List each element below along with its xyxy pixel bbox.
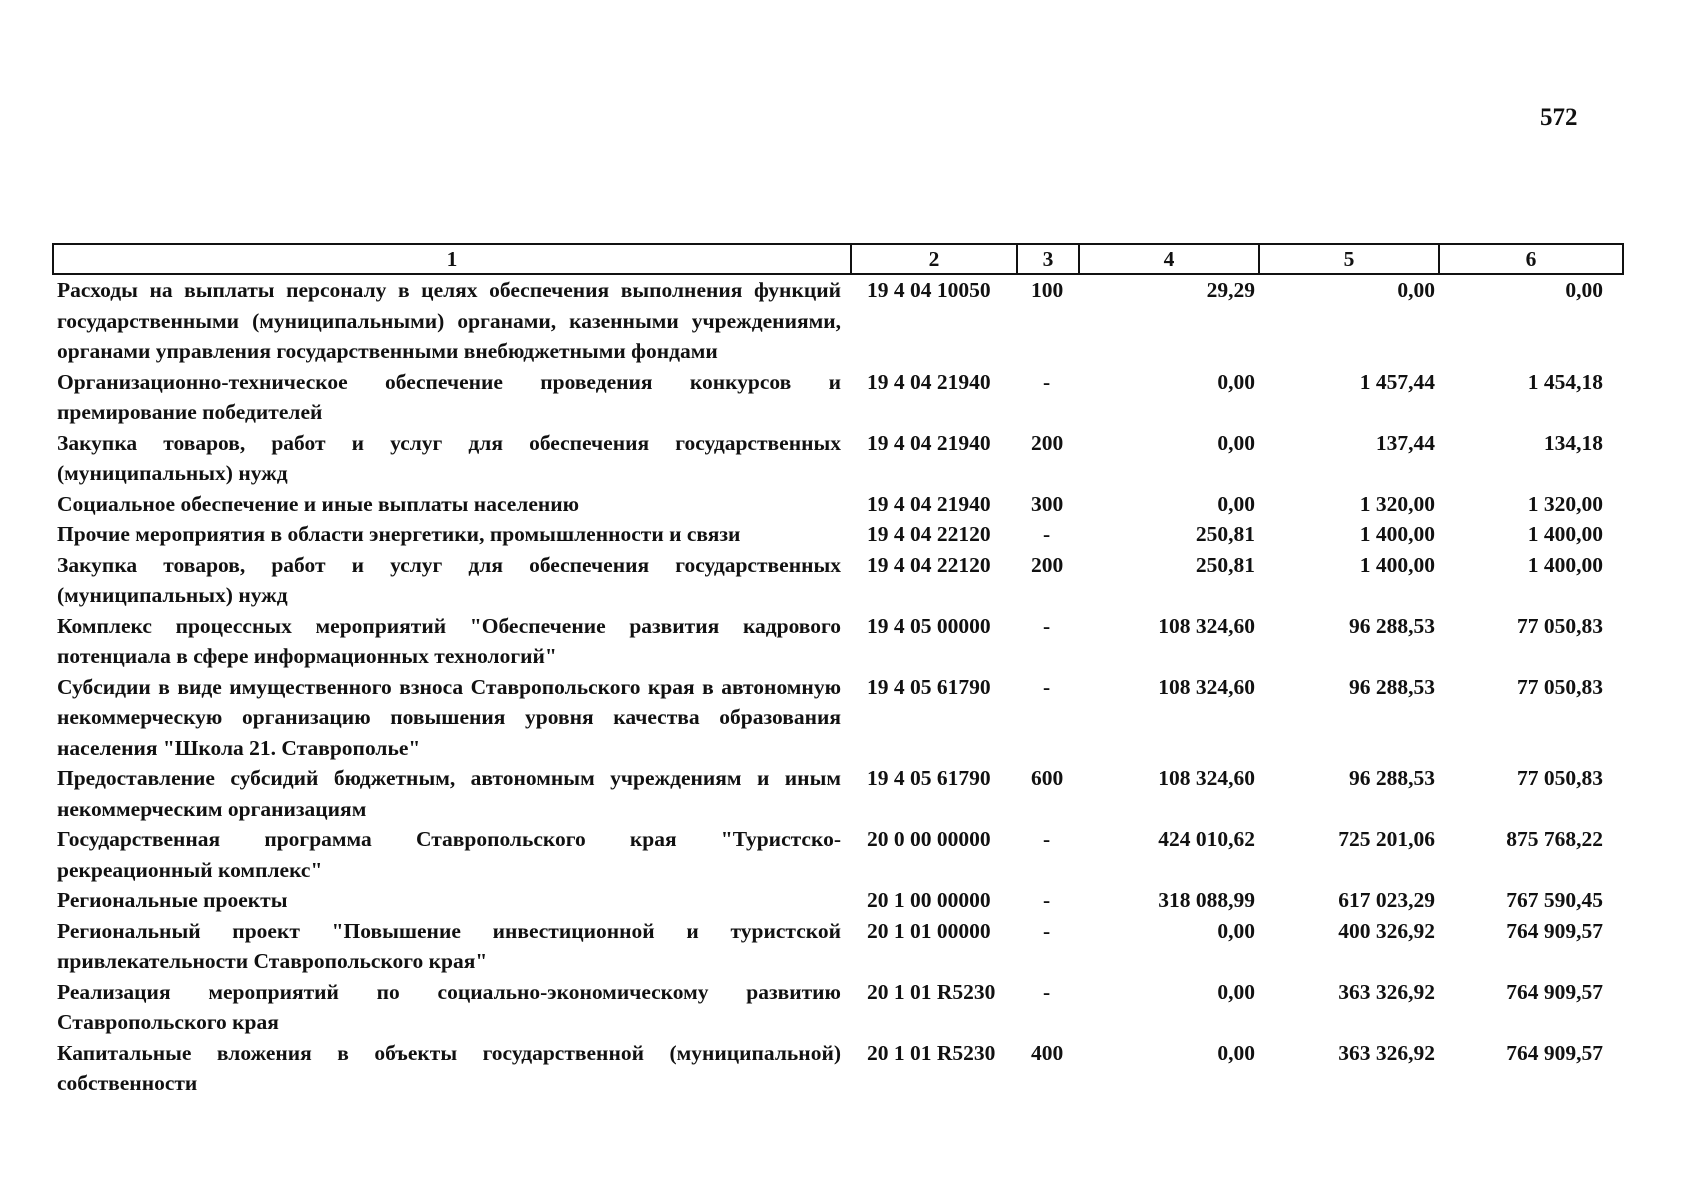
row-expense-type: - <box>1043 979 1051 1004</box>
table-row <box>53 824 1623 885</box>
row-value-year-1: 0,00 <box>1217 369 1255 394</box>
row-code: 19 4 04 21940 <box>867 491 991 516</box>
header-col-4: 4 <box>1079 244 1259 274</box>
row-value-year-1: 424 010,62 <box>1158 827 1255 851</box>
table-row <box>53 977 1623 1038</box>
row-value-year-3: 875 768,22 <box>1506 827 1603 851</box>
row-value-year-2: 1 400,00 <box>1359 522 1435 546</box>
row-value-year-2: 400 326,92 <box>1338 918 1435 943</box>
table-row <box>53 489 1623 520</box>
row-name: Расходы на выплаты персоналу в целях обеспечения выполнения функций государственными (муниципальными) органами, казенными учреждениями, органами управления государственными внебюджетными фондами <box>57 278 841 363</box>
row-name: Организационно-техническое обеспечение проведения конкурсов и премирование победителей <box>57 369 841 424</box>
row-value-year-3: 1 320,00 <box>1527 491 1603 516</box>
row-value-year-1: 0,00 <box>1217 918 1255 943</box>
row-expense-type: - <box>1043 613 1051 638</box>
row-value-year-2: 363 326,92 <box>1338 1040 1435 1065</box>
row-name: Реализация мероприятий по социально-экономическому развитию Ставропольского края <box>57 979 841 1034</box>
row-name: Капитальные вложения в объекты государственной (муниципальной) собственности <box>57 1040 841 1095</box>
row-value-year-3: 767 590,45 <box>1506 888 1603 912</box>
row-value-year-3: 764 909,57 <box>1506 979 1603 1004</box>
row-name: Региональный проект "Повышение инвестиционной и туристской привлекательности Ставропольского края" <box>57 918 841 973</box>
row-value-year-2: 96 288,53 <box>1349 613 1435 638</box>
row-expense-type: 200 <box>1031 430 1064 455</box>
row-code: 20 0 00 00000 <box>867 827 991 851</box>
row-name: Комплекс процессных мероприятий "Обеспечение развития кадрового потенциала в сфере информационных технологий" <box>57 613 841 668</box>
page-number: 572 <box>1540 104 1578 131</box>
row-value-year-3: 1 400,00 <box>1527 522 1603 546</box>
row-value-year-3: 764 909,57 <box>1506 918 1603 943</box>
row-code: 19 4 05 61790 <box>867 766 991 790</box>
row-value-year-1: 29,29 <box>1206 278 1255 302</box>
budget-table <box>52 243 1624 1099</box>
row-value-year-2: 0,00 <box>1397 278 1435 302</box>
row-value-year-2: 725 201,06 <box>1338 827 1435 851</box>
row-name: Региональные проекты <box>57 888 288 912</box>
row-value-year-1: 108 324,60 <box>1158 674 1255 699</box>
header-col-3: 3 <box>1017 244 1079 274</box>
table-row <box>53 763 1623 824</box>
row-value-year-2: 96 288,53 <box>1349 766 1435 790</box>
row-value-year-2: 137,44 <box>1375 430 1435 455</box>
table-row <box>53 274 1623 367</box>
header-col-5: 5 <box>1259 244 1439 274</box>
row-value-year-3: 77 050,83 <box>1517 766 1603 790</box>
row-value-year-2: 1 400,00 <box>1359 552 1435 577</box>
row-value-year-1: 0,00 <box>1217 1040 1255 1065</box>
row-value-year-2: 617 023,29 <box>1338 888 1435 912</box>
row-code: 19 4 05 00000 <box>867 613 991 638</box>
row-expense-type: - <box>1043 674 1051 699</box>
row-value-year-1: 108 324,60 <box>1158 613 1255 638</box>
row-code: 19 4 04 22120 <box>867 522 991 546</box>
table-row <box>53 916 1623 977</box>
row-code: 20 1 00 00000 <box>867 888 991 912</box>
row-name: Закупка товаров, работ и услуг для обеспечения государственных (муниципальных) нужд <box>57 430 841 485</box>
table-row <box>53 1038 1623 1099</box>
row-name: Субсидии в виде имущественного взноса Ставропольского края в автономную некоммерческую организацию повышения уровня качества образования населения "Школа 21. Ставрополье" <box>57 674 841 760</box>
row-expense-type: 200 <box>1031 552 1064 577</box>
row-expense-type: - <box>1043 918 1051 943</box>
row-value-year-1: 0,00 <box>1217 491 1255 516</box>
row-value-year-1: 108 324,60 <box>1158 766 1255 790</box>
row-value-year-3: 0,00 <box>1565 278 1603 302</box>
row-value-year-2: 1 457,44 <box>1359 369 1435 394</box>
header-col-1: 1 <box>53 244 851 274</box>
row-value-year-1: 0,00 <box>1217 430 1255 455</box>
row-code: 19 4 04 22120 <box>867 552 991 577</box>
row-name: Закупка товаров, работ и услуг для обеспечения государственных (муниципальных) нужд <box>57 552 841 607</box>
row-value-year-2: 1 320,00 <box>1359 491 1435 516</box>
row-name: Государственная программа Ставропольского края "Туристско-рекреационный комплекс" <box>57 827 841 882</box>
row-expense-type: 400 <box>1031 1040 1064 1065</box>
row-value-year-3: 764 909,57 <box>1506 1040 1603 1065</box>
row-value-year-1: 0,00 <box>1217 979 1255 1004</box>
table-row <box>53 885 1623 916</box>
header-col-2: 2 <box>851 244 1017 274</box>
table-header-row <box>53 244 1623 274</box>
row-name: Предоставление субсидий бюджетным, автономным учреждениям и иным некоммерческим организациям <box>57 766 841 821</box>
row-expense-type: 600 <box>1031 766 1064 790</box>
table-row <box>53 672 1623 764</box>
row-code: 19 4 05 61790 <box>867 674 991 699</box>
row-value-year-3: 77 050,83 <box>1517 613 1603 638</box>
row-code: 19 4 04 21940 <box>867 369 991 394</box>
row-expense-type: 100 <box>1031 278 1064 302</box>
row-expense-type: 300 <box>1031 491 1064 516</box>
row-expense-type: - <box>1043 827 1051 851</box>
table-row <box>53 367 1623 428</box>
table-row <box>53 428 1623 489</box>
row-value-year-3: 77 050,83 <box>1517 674 1603 699</box>
row-value-year-3: 134,18 <box>1543 430 1603 455</box>
row-name: Прочие мероприятия в области энергетики, промышленности и связи <box>57 522 741 546</box>
row-value-year-2: 363 326,92 <box>1338 979 1435 1004</box>
row-code: 20 1 01 R5230 <box>867 1040 996 1065</box>
row-value-year-1: 250,81 <box>1195 522 1255 546</box>
row-code: 20 1 01 00000 <box>867 918 991 943</box>
row-expense-type: - <box>1043 522 1051 546</box>
table-row <box>53 519 1623 550</box>
row-value-year-3: 1 400,00 <box>1527 552 1603 577</box>
row-name: Социальное обеспечение и иные выплаты населению <box>57 491 580 516</box>
row-value-year-2: 96 288,53 <box>1349 674 1435 699</box>
row-code: 19 4 04 10050 <box>867 278 991 302</box>
row-code: 20 1 01 R5230 <box>867 979 996 1004</box>
row-value-year-1: 318 088,99 <box>1158 888 1255 912</box>
row-expense-type: - <box>1043 369 1051 394</box>
row-code: 19 4 04 21940 <box>867 430 991 455</box>
row-expense-type: - <box>1043 888 1051 912</box>
row-value-year-3: 1 454,18 <box>1527 369 1603 394</box>
header-col-6: 6 <box>1439 244 1623 274</box>
table-body <box>53 274 1623 1099</box>
table-row <box>53 611 1623 672</box>
table-row <box>53 550 1623 611</box>
row-value-year-1: 250,81 <box>1195 552 1255 577</box>
